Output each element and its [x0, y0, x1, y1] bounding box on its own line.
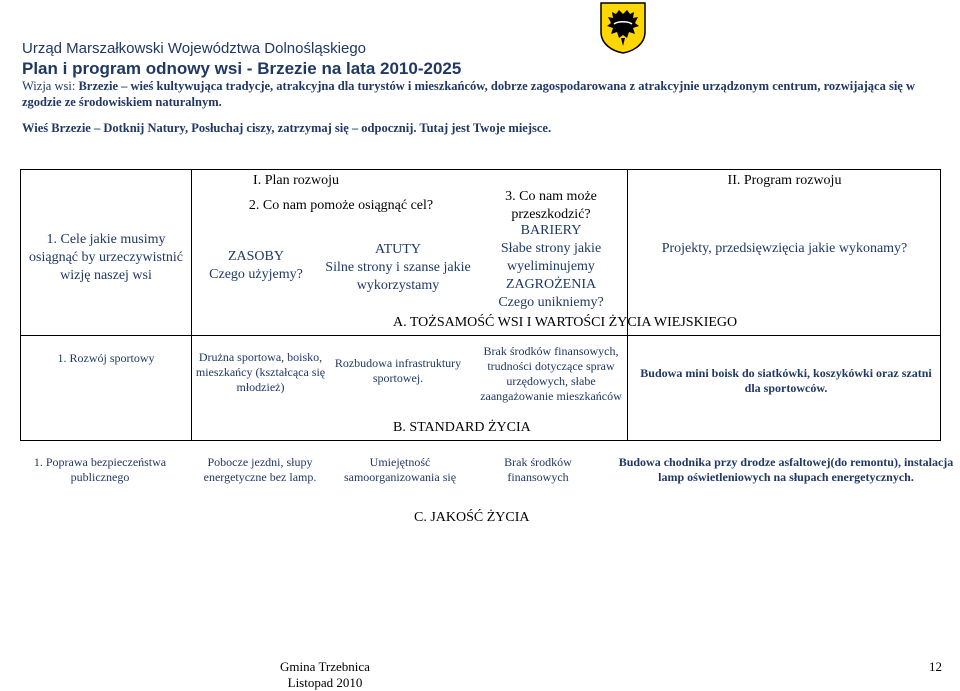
zasoby-safety: Pobocze jezdni, słupy energetyczne bez lamp. — [203, 455, 317, 484]
zagrozenia-label: ZAGROŻENIA — [505, 277, 597, 292]
goal-sport: 1. Rozwój sportowy — [57, 350, 155, 365]
footer-author-date — [250, 659, 400, 691]
bariery-sport: Brak środków finansowych, trudności dotyczące spraw urzędowych, słabe zaangażowanie mieszkańców — [480, 344, 622, 403]
program-header: II. Program rozwoju — [727, 173, 842, 188]
bariery-safety: Brak środków finansowych — [504, 455, 572, 484]
zasoby-question: Czego użyjemy? — [209, 267, 303, 282]
coat-of-arms-icon — [600, 2, 646, 54]
table-divider — [191, 170, 192, 440]
barriers-header: 3. Co nam może przeszkodzić? — [505, 189, 597, 222]
zasoby-sport: Drużna sportowa, boisko, mieszkańcy (kształcąca się młodzież) — [195, 349, 326, 394]
plan-header: I. Plan rozwoju — [253, 173, 339, 188]
zasoby-heading — [201, 248, 311, 284]
section-b-label: B. STANDARD ŻYCIA — [393, 420, 531, 435]
zasoby-label: ZASOBY — [227, 249, 284, 264]
vision-text: Brzezie – wieś kultywująca tradycje, atrakcyjna dla turystów i mieszkańców, dobrze zagospodarowana z atrakcyjnie urządzonym centrum, rozwijająca się w zgodzie ze środowiskiem naturalnym. — [22, 79, 916, 109]
resources-header: 2. Co nam pomoże osiągnąć cel? — [248, 198, 434, 213]
footer-author: Gmina Trzebnica — [280, 659, 370, 674]
projects-header: Projekty, przedsięwzięcia jakie wykonamy? — [661, 241, 908, 256]
atuty-text: Silne strony i szanse jakie wykorzystamy — [325, 260, 471, 293]
village-motto: Wieś Brzezie – Dotknij Natury, Posłuchaj ciszy, zatrzymaj się – odpocznij. Tutaj jest Twoje miejsce. — [22, 121, 552, 135]
atuty-sport: Rozbudowa infrastruktury sportowej. — [334, 356, 462, 385]
vision-statement — [22, 78, 947, 110]
atuty-heading — [323, 240, 473, 296]
project-safety: Budowa chodnika przy drodze asfaltowej(do remontu), instalacja lamp oświetleniowych na słupach energetycznych. — [618, 455, 954, 484]
development-plan-table — [20, 169, 941, 441]
vision-prefix: Wizja wsi: — [22, 79, 79, 93]
atuty-safety: Umiejętność samoorganizowania się — [343, 455, 457, 484]
goals-header: 1. Cele jakie musimy osiągnąć by urzeczywistnić wizję naszej wsi — [29, 231, 183, 283]
organization-name: Urząd Marszałkowski Województwa Dolnośląskiego — [22, 40, 367, 57]
zagrozenia-question: Czego unikniemy? — [498, 295, 604, 310]
project-sport: Budowa mini boisk do siatkówki, koszykówki oraz szatni dla sportowców. — [640, 366, 932, 395]
footer-date: Listopad 2010 — [287, 675, 363, 690]
bariery-heading — [473, 225, 629, 309]
atuty-label: ATUTY — [375, 242, 421, 257]
bariery-label: BARIERY — [520, 223, 582, 238]
page-number: 12 — [929, 659, 942, 674]
section-a-label: A. TOŻSAMOŚĆ WSI I WARTOŚCI ŻYCIA WIEJSKIEGO — [393, 315, 738, 330]
bariery-text: Słabe strony jakie wyeliminujemy — [500, 241, 602, 274]
goal-safety: 1. Poprawa bezpieczeństwa publicznego — [33, 455, 167, 484]
page-title: Plan i program odnowy wsi - Brzezie na lata 2010-2025 — [22, 59, 462, 78]
section-c-label: C. JAKOŚĆ ŻYCIA — [414, 510, 530, 525]
